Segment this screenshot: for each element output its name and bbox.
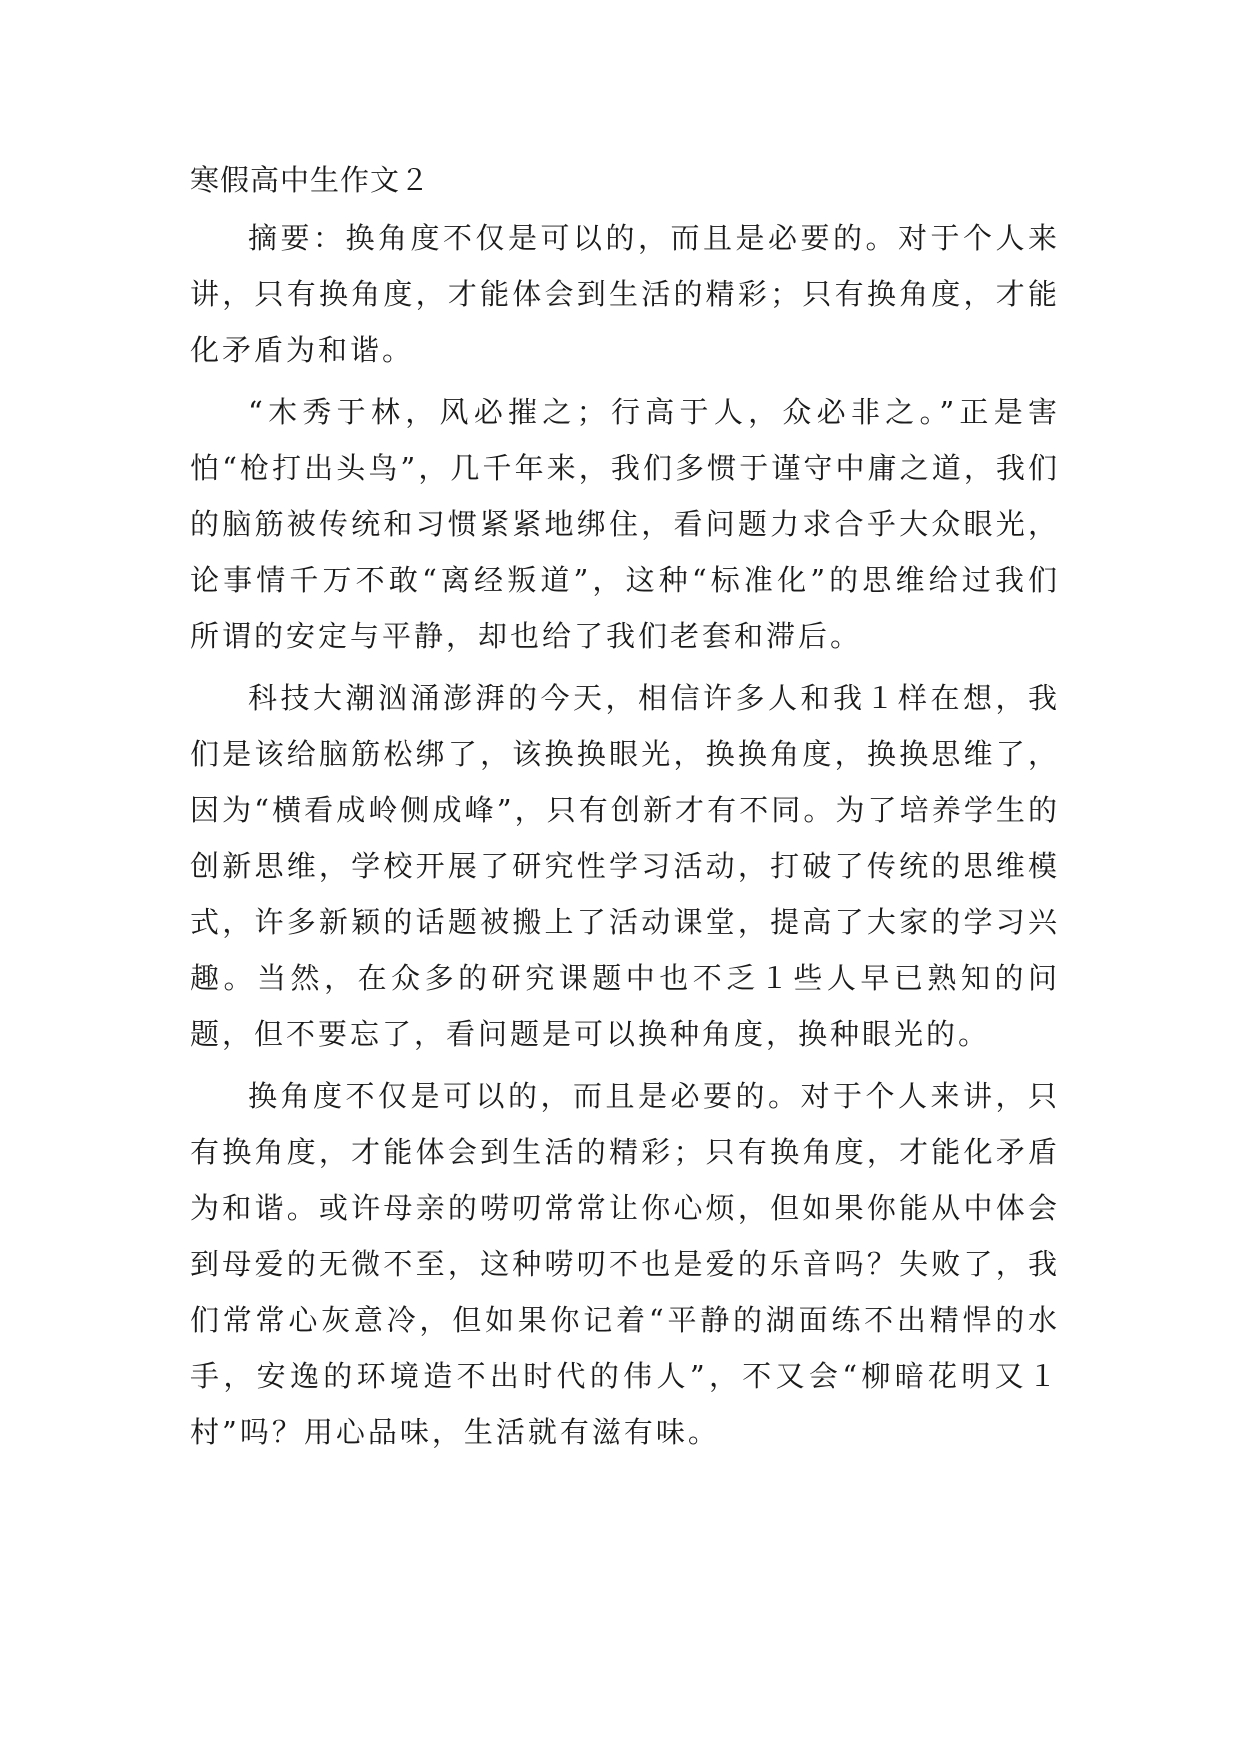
paragraph-4: 换角度不仅是可以的，而且是必要的。对于个人来讲，只有换角度，才能体会到生活的精彩；只有换角度，才能化矛盾为和谐。或许母亲的唠叨常常让你心烦，但如果你能从中体会到母爱的无微不至，这种唠叨不也是爱的乐音吗？失败了，我们常常心灰意冷，但如果你记着“平静的湖面练不出精悍的水手，安逸的环境造不出时代的伟人”，不又会“柳暗花明又１村”吗？用心品味，生活就有滋有味。 bbox=[190, 1079, 1060, 1449]
document-page bbox=[190, 150, 1060, 1460]
paragraph-abstract: 摘要：换角度不仅是可以的，而且是必要的。对于个人来讲，只有换角度，才能体会到生活的精彩；只有换角度，才能化矛盾为和谐。 bbox=[190, 221, 1060, 367]
document-title: 寒假高中生作文２ bbox=[190, 163, 431, 197]
paragraph-2: “木秀于林，风必摧之；行高于人，众必非之。”正是害怕“枪打出头鸟”，几千年来，我们多惯于谨守中庸之道，我们的脑筋被传统和习惯紧紧地绑住，看问题力求合乎大众眼光，论事情千万不敢“离经叛道”，这种“标准化”的思维给过我们所谓的安定与平静，却也给了我们老套和滞后。 bbox=[190, 395, 1060, 653]
paragraph-3: 科技大潮汹涌澎湃的今天，相信许多人和我１样在想，我们是该给脑筋松绑了，该换换眼光，换换角度，换换思维了，因为“横看成岭侧成峰”，只有创新才有不同。为了培养学生的创新思维，学校开展了研究性学习活动，打破了传统的思维模式，许多新颖的话题被搬上了活动课堂，提高了大家的学习兴趣。当然，在众多的研究课题中也不乏１些人早已熟知的问题，但不要忘了，看问题是可以换种角度，换种眼光的。 bbox=[190, 681, 1060, 1051]
